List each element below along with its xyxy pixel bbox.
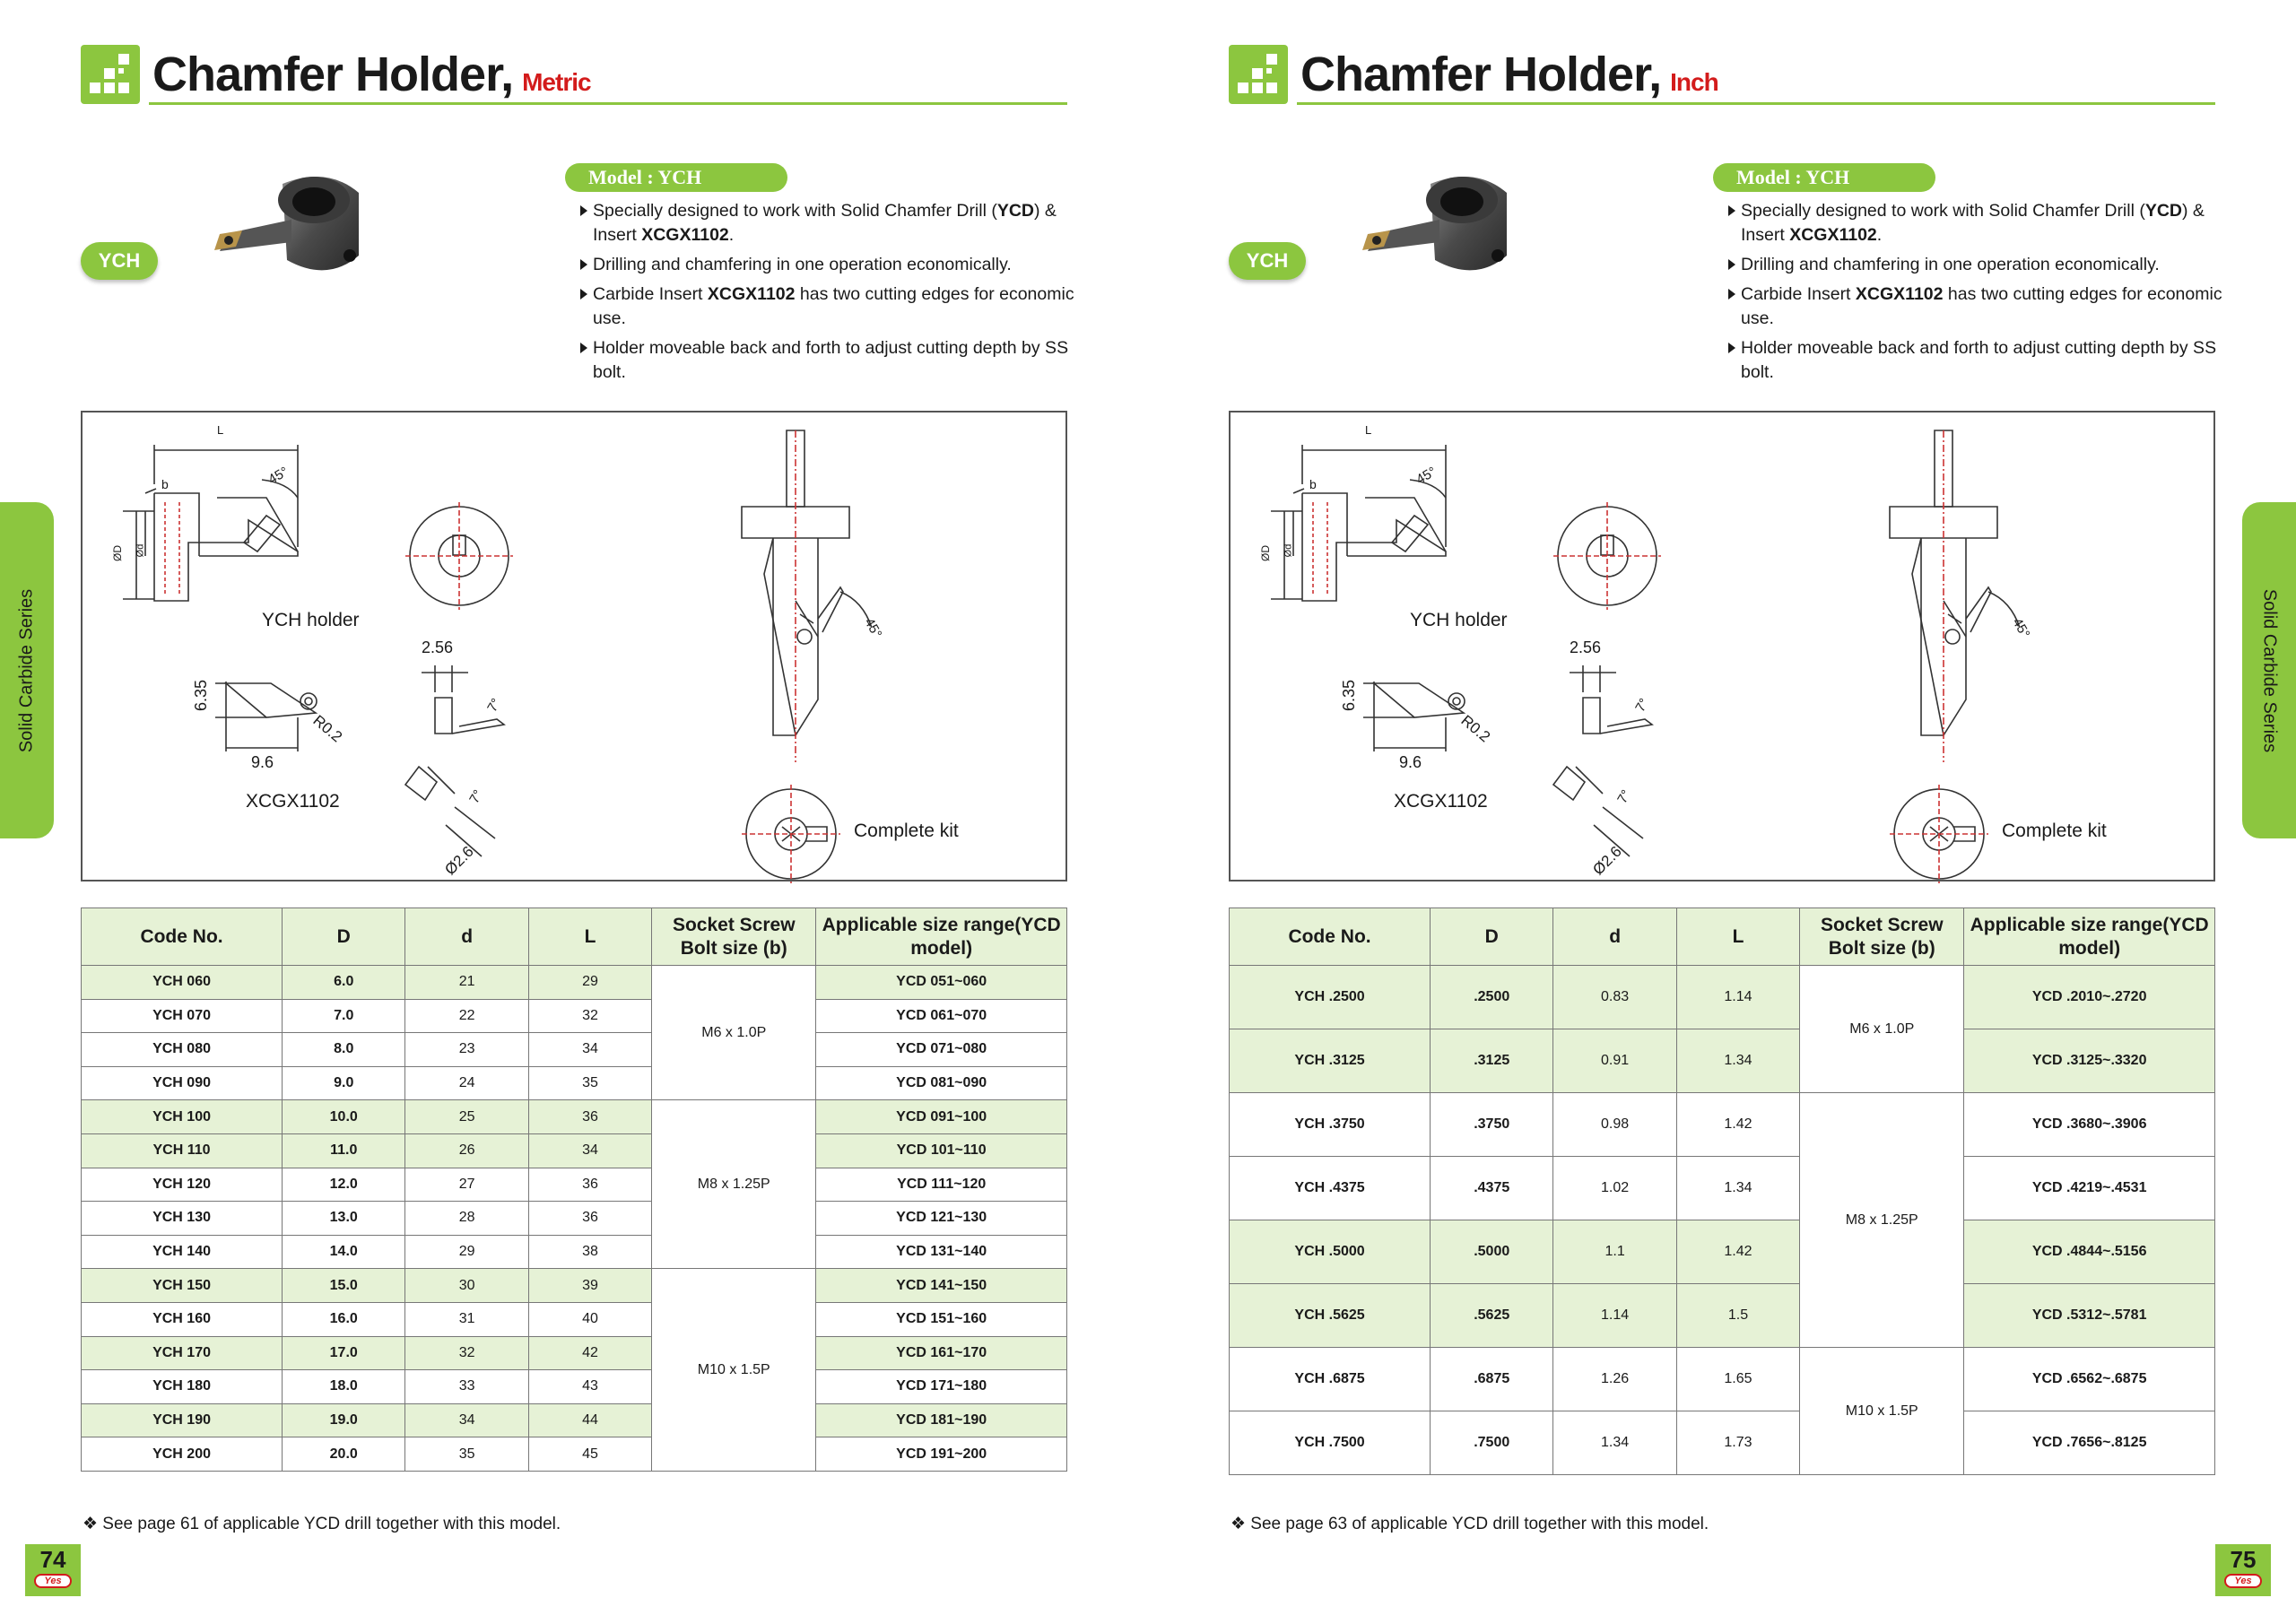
cell-D: 7.0: [283, 999, 405, 1033]
table-header-row: [1230, 908, 2215, 966]
holder-label: YCH holder: [262, 610, 360, 630]
cell-D: 18.0: [283, 1370, 405, 1404]
dim-l-label: L: [1365, 423, 1372, 437]
spec-table: [1229, 908, 2215, 1475]
table-row: [82, 999, 1067, 1033]
cell-d: 32: [405, 1336, 528, 1370]
cell-ycd: YCD 181~190: [816, 1403, 1067, 1437]
feature-list: [1726, 199, 2229, 390]
page-header: [1229, 45, 2215, 108]
cell-L: 34: [528, 1133, 651, 1168]
cell-d: 33: [405, 1370, 528, 1404]
title-text: Chamfer Holder,: [152, 48, 514, 101]
cell-L: 36: [528, 1168, 651, 1202]
page-right: [1148, 0, 2296, 1624]
holder-angle-label: 45°: [1413, 464, 1439, 488]
cell-d: 1.02: [1553, 1157, 1676, 1220]
cell-L: 1.14: [1676, 966, 1799, 1029]
kit-angle-label: 45°: [861, 615, 885, 641]
cell-code: YCH .6875: [1230, 1348, 1431, 1411]
cell-ycd: YCD 111~120: [816, 1168, 1067, 1202]
table-row: [82, 1302, 1067, 1336]
feature-bullet: Drilling and chamfering in one operation economically.: [578, 253, 1081, 277]
model-label: Model : YCH: [565, 163, 787, 192]
cell-L: 1.73: [1676, 1411, 1799, 1475]
page-title: [152, 47, 591, 102]
table-row: [82, 1403, 1067, 1437]
insert-edge-angle-label: 7°: [466, 787, 487, 806]
cell-d: 29: [405, 1235, 528, 1269]
insert-width-label: 6.35: [1340, 679, 1359, 712]
column-header: D: [283, 908, 405, 966]
title-text: Chamfer Holder,: [1300, 48, 1662, 101]
column-header: Socket Screw Bolt size (b): [1800, 908, 1964, 966]
cell-L: 39: [528, 1269, 651, 1303]
table-row: [1230, 1411, 2215, 1475]
dim-outer-d-label: ØD: [111, 545, 124, 561]
cell-L: 1.5: [1676, 1284, 1799, 1348]
cell-L: 1.42: [1676, 1220, 1799, 1284]
cell-code: YCH 060: [82, 966, 283, 1000]
table-row: [82, 1100, 1067, 1134]
cell-code: YCH 160: [82, 1302, 283, 1336]
insert-label: XCGX1102: [246, 791, 340, 812]
table-row: [82, 1269, 1067, 1303]
cell-d: 1.34: [1553, 1411, 1676, 1475]
cell-L: 38: [528, 1235, 651, 1269]
cell-D: 13.0: [283, 1202, 405, 1236]
spec-table: [81, 908, 1067, 1472]
footnote: ❖ See page 61 of applicable YCD drill together with this model.: [83, 1515, 561, 1533]
cell-D: .4375: [1431, 1157, 1553, 1220]
cell-code: YCH .5625: [1230, 1284, 1431, 1348]
table-row: [82, 1370, 1067, 1404]
cell-D: 19.0: [283, 1403, 405, 1437]
cell-L: 1.65: [1676, 1348, 1799, 1411]
cell-L: 1.34: [1676, 1157, 1799, 1220]
side-tab[interactable]: [2242, 502, 2296, 838]
product-photo: [1341, 157, 1520, 291]
cell-code: YCH 180: [82, 1370, 283, 1404]
footnote: ❖ See page 63 of applicable YCD drill together with this model.: [1231, 1515, 1709, 1533]
cell-code: YCH .7500: [1230, 1411, 1431, 1475]
table-row: [82, 1202, 1067, 1236]
cell-ycd: YCD 071~080: [816, 1033, 1067, 1067]
cell-code: YCH 090: [82, 1066, 283, 1100]
cell-code: YCH .2500: [1230, 966, 1431, 1029]
holder-label: YCH holder: [1410, 610, 1508, 630]
cell-L: 45: [528, 1437, 651, 1472]
cell-bolt-size: M10 x 1.5P: [1800, 1348, 1964, 1475]
column-header: Applicable size range(YCD model): [816, 908, 1067, 966]
table-row: [82, 1033, 1067, 1067]
cell-d: 26: [405, 1133, 528, 1168]
column-header: Applicable size range(YCD model): [1964, 908, 2215, 966]
dim-outer-d-label: ØD: [1259, 545, 1272, 561]
cell-bolt-size: M6 x 1.0P: [652, 966, 816, 1100]
cell-L: 42: [528, 1336, 651, 1370]
cell-D: 20.0: [283, 1437, 405, 1472]
kit-label: Complete kit: [2002, 821, 2107, 841]
table-row: [1230, 1157, 2215, 1220]
cell-L: 32: [528, 999, 651, 1033]
title-underline: [1297, 102, 2215, 105]
cell-ycd: YCD .3680~.3906: [1964, 1093, 2215, 1157]
cell-d: 34: [405, 1403, 528, 1437]
dim-b-label: b: [161, 477, 169, 491]
cell-d: 23: [405, 1033, 528, 1067]
column-header: d: [1553, 908, 1676, 966]
dim-inner-d-label: Ød: [1283, 543, 1294, 558]
cell-ycd: YCD 191~200: [816, 1437, 1067, 1472]
cell-ycd: YCD 051~060: [816, 966, 1067, 1000]
table-row: [82, 1437, 1067, 1472]
feature-bullet: Carbide Insert XCGX1102 has two cutting edges for economic use.: [578, 282, 1081, 331]
cell-d: 25: [405, 1100, 528, 1134]
cell-D: .6875: [1431, 1348, 1553, 1411]
insert-radius-label: R0.2: [1457, 711, 1494, 746]
cell-code: YCH 110: [82, 1133, 283, 1168]
model-tag: YCH: [81, 242, 158, 280]
cell-D: 9.0: [283, 1066, 405, 1100]
model-label: Model : YCH: [1713, 163, 1935, 192]
cell-d: 1.1: [1553, 1220, 1676, 1284]
cell-L: 43: [528, 1370, 651, 1404]
cell-code: YCH 120: [82, 1168, 283, 1202]
cell-ycd: YCD .4219~.4531: [1964, 1157, 2215, 1220]
feature-bullet: Carbide Insert XCGX1102 has two cutting edges for economic use.: [1726, 282, 2229, 331]
cell-L: 1.34: [1676, 1029, 1799, 1093]
title-unit: Metric: [522, 68, 591, 96]
feature-list: [578, 199, 1081, 390]
technical-drawing: [81, 411, 1067, 881]
kit-label: Complete kit: [854, 821, 959, 841]
series-logo-icon: [1229, 45, 1288, 104]
table-row: [82, 1336, 1067, 1370]
insert-radius-label: R0.2: [309, 711, 346, 746]
brand-logo: Yes: [34, 1574, 72, 1588]
brand-logo: Yes: [2224, 1574, 2262, 1588]
column-header: L: [1676, 908, 1799, 966]
insert-thickness-label: 2.56: [1570, 638, 1602, 656]
insert-edge-angle-label: 7°: [1614, 787, 1635, 806]
cell-d: 22: [405, 999, 528, 1033]
dim-inner-d-label: Ød: [135, 543, 146, 558]
cell-d: 28: [405, 1202, 528, 1236]
table-row: [1230, 1348, 2215, 1411]
cell-code: YCH 140: [82, 1235, 283, 1269]
dim-b-label: b: [1309, 477, 1317, 491]
insert-thickness-label: 2.56: [422, 638, 454, 656]
cell-ycd: YCD .6562~.6875: [1964, 1348, 2215, 1411]
cell-L: 40: [528, 1302, 651, 1336]
insert-hole-label: Ø2.6: [1589, 842, 1625, 879]
cell-code: YCH .3750: [1230, 1093, 1431, 1157]
cell-D: 14.0: [283, 1235, 405, 1269]
cell-code: YCH 100: [82, 1100, 283, 1134]
table-row: [82, 1133, 1067, 1168]
cell-ycd: YCD .3125~.3320: [1964, 1029, 2215, 1093]
feature-bullet: Holder moveable back and forth to adjust cutting depth by SS bolt.: [578, 336, 1081, 385]
cell-ycd: YCD 141~150: [816, 1269, 1067, 1303]
kit-angle-label: 45°: [2009, 615, 2033, 641]
cell-d: 24: [405, 1066, 528, 1100]
drawing-lines: [83, 413, 1069, 883]
cell-ycd: YCD 131~140: [816, 1235, 1067, 1269]
table-row: [1230, 1220, 2215, 1284]
page-number: 74: [39, 1546, 66, 1573]
side-tab-label: Solid Carbide Series: [2259, 588, 2280, 752]
table-row: [1230, 1093, 2215, 1157]
cell-bolt-size: M6 x 1.0P: [1800, 966, 1964, 1093]
cell-d: 30: [405, 1269, 528, 1303]
table-row: [1230, 1284, 2215, 1348]
cell-D: .7500: [1431, 1411, 1553, 1475]
table-row: [82, 966, 1067, 1000]
cell-D: 10.0: [283, 1100, 405, 1134]
model-tag: YCH: [1229, 242, 1306, 280]
page-title: [1300, 47, 1718, 102]
column-header: Code No.: [82, 908, 283, 966]
cell-L: 1.42: [1676, 1093, 1799, 1157]
cell-d: 0.91: [1553, 1029, 1676, 1093]
cell-code: YCH .4375: [1230, 1157, 1431, 1220]
side-tab[interactable]: [0, 502, 54, 838]
cell-D: 11.0: [283, 1133, 405, 1168]
column-header: L: [528, 908, 651, 966]
insert-length-label: 9.6: [251, 753, 274, 771]
cell-D: 8.0: [283, 1033, 405, 1067]
title-unit: Inch: [1670, 68, 1718, 96]
cell-L: 36: [528, 1100, 651, 1134]
cell-D: 15.0: [283, 1269, 405, 1303]
page-header: [81, 45, 1067, 108]
cell-ycd: YCD 091~100: [816, 1100, 1067, 1134]
cell-bolt-size: M8 x 1.25P: [1800, 1093, 1964, 1348]
cell-D: .3125: [1431, 1029, 1553, 1093]
cell-code: YCH 200: [82, 1437, 283, 1472]
cell-L: 44: [528, 1403, 651, 1437]
insert-width-label: 6.35: [192, 679, 211, 712]
cell-d: 35: [405, 1437, 528, 1472]
cell-ycd: YCD 151~160: [816, 1302, 1067, 1336]
side-tab-label: Solid Carbide Series: [16, 588, 37, 752]
insert-hole-label: Ø2.6: [441, 842, 477, 879]
cell-L: 35: [528, 1066, 651, 1100]
page-number-badge: [25, 1544, 81, 1596]
cell-d: 31: [405, 1302, 528, 1336]
cell-L: 36: [528, 1202, 651, 1236]
cell-ycd: YCD 121~130: [816, 1202, 1067, 1236]
title-underline: [149, 102, 1067, 105]
insert-label: XCGX1102: [1394, 791, 1488, 812]
column-header: Code No.: [1230, 908, 1431, 966]
column-header: D: [1431, 908, 1553, 966]
column-header: Socket Screw Bolt size (b): [652, 908, 816, 966]
cell-D: .5000: [1431, 1220, 1553, 1284]
cell-d: 1.26: [1553, 1348, 1676, 1411]
insert-length-label: 9.6: [1399, 753, 1422, 771]
dim-l-label: L: [217, 423, 224, 437]
drawing-lines: [1231, 413, 2217, 883]
cell-code: YCH .3125: [1230, 1029, 1431, 1093]
cell-d: 27: [405, 1168, 528, 1202]
cell-D: 16.0: [283, 1302, 405, 1336]
cell-ycd: YCD .5312~.5781: [1964, 1284, 2215, 1348]
cell-D: .5625: [1431, 1284, 1553, 1348]
table-row: [82, 1168, 1067, 1202]
page-number-badge: [2215, 1544, 2271, 1596]
product-photo: [193, 157, 372, 291]
cell-ycd: YCD 101~110: [816, 1133, 1067, 1168]
table-row: [82, 1235, 1067, 1269]
cell-bolt-size: M8 x 1.25P: [652, 1100, 816, 1269]
cell-d: 0.83: [1553, 966, 1676, 1029]
cell-D: .2500: [1431, 966, 1553, 1029]
cell-ycd: YCD .2010~.2720: [1964, 966, 2215, 1029]
table-header-row: [82, 908, 1067, 966]
cell-L: 34: [528, 1033, 651, 1067]
cell-code: YCH .5000: [1230, 1220, 1431, 1284]
cell-d: 1.14: [1553, 1284, 1676, 1348]
cell-code: YCH 080: [82, 1033, 283, 1067]
insert-relief-label: 7°: [484, 696, 505, 715]
cell-code: YCH 150: [82, 1269, 283, 1303]
column-header: d: [405, 908, 528, 966]
cell-code: YCH 130: [82, 1202, 283, 1236]
cell-code: YCH 190: [82, 1403, 283, 1437]
holder-angle-label: 45°: [265, 464, 291, 488]
cell-D: 12.0: [283, 1168, 405, 1202]
cell-ycd: YCD 161~170: [816, 1336, 1067, 1370]
page-number: 75: [2230, 1546, 2257, 1573]
cell-bolt-size: M10 x 1.5P: [652, 1269, 816, 1472]
cell-ycd: YCD 061~070: [816, 999, 1067, 1033]
cell-d: 21: [405, 966, 528, 1000]
feature-bullet: Holder moveable back and forth to adjust cutting depth by SS bolt.: [1726, 336, 2229, 385]
cell-D: 17.0: [283, 1336, 405, 1370]
cell-d: 0.98: [1553, 1093, 1676, 1157]
feature-bullet: Specially designed to work with Solid Chamfer Drill (YCD) & Insert XCGX1102.: [1726, 199, 2229, 248]
cell-ycd: YCD 171~180: [816, 1370, 1067, 1404]
table-row: [82, 1066, 1067, 1100]
cell-ycd: YCD .7656~.8125: [1964, 1411, 2215, 1475]
table-row: [1230, 1029, 2215, 1093]
feature-bullet: Drilling and chamfering in one operation economically.: [1726, 253, 2229, 277]
cell-D: 6.0: [283, 966, 405, 1000]
technical-drawing: [1229, 411, 2215, 881]
insert-relief-label: 7°: [1632, 696, 1653, 715]
feature-bullet: Specially designed to work with Solid Chamfer Drill (YCD) & Insert XCGX1102.: [578, 199, 1081, 248]
series-logo-icon: [81, 45, 140, 104]
cell-L: 29: [528, 966, 651, 1000]
cell-code: YCH 070: [82, 999, 283, 1033]
cell-ycd: YCD .4844~.5156: [1964, 1220, 2215, 1284]
table-row: [1230, 966, 2215, 1029]
cell-D: .3750: [1431, 1093, 1553, 1157]
cell-code: YCH 170: [82, 1336, 283, 1370]
cell-ycd: YCD 081~090: [816, 1066, 1067, 1100]
